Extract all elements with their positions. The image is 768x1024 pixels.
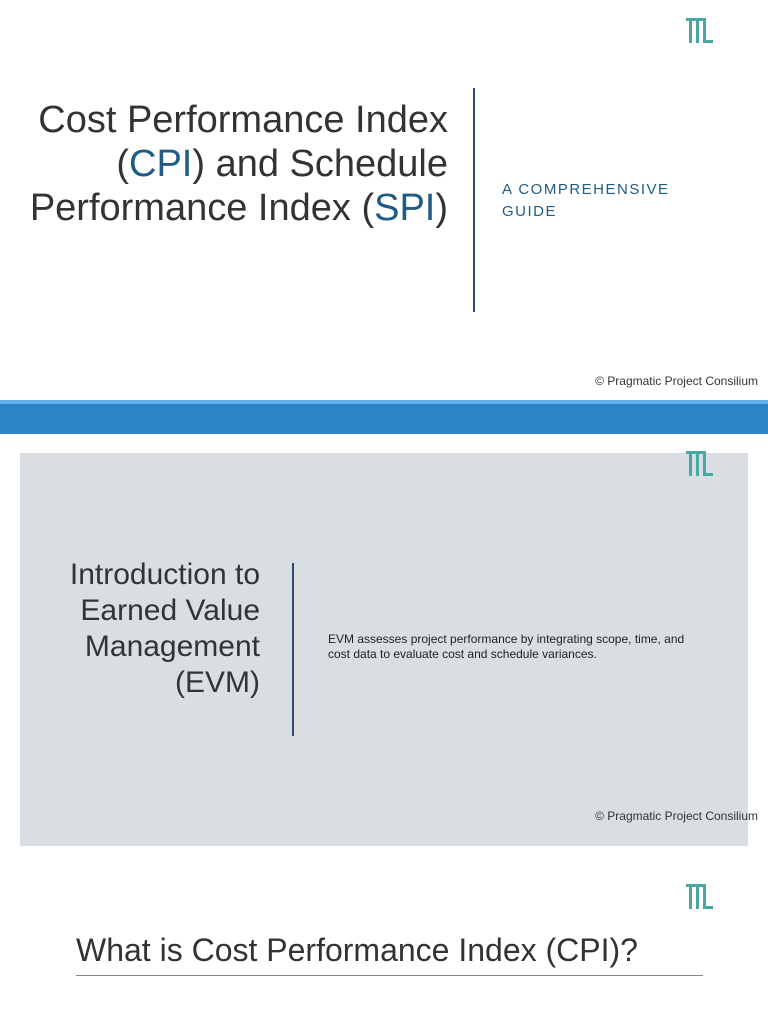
pillars-logo-icon <box>685 16 715 46</box>
title-divider <box>473 88 475 312</box>
copyright-text: © Pragmatic Project Consilium <box>595 809 758 823</box>
title-part: ) and Schedule Performance Index ( <box>29 143 448 229</box>
slide-separator-band <box>0 400 768 434</box>
title-part: ) <box>435 187 448 229</box>
cpi-acronym: CPI <box>129 143 193 185</box>
pillars-logo-icon <box>685 882 715 912</box>
title-part: Cost Performance Index ( <box>38 99 448 185</box>
heading-underline <box>76 975 703 976</box>
cpi-slide <box>0 860 768 1024</box>
title-slide <box>0 0 768 400</box>
pillars-logo-icon <box>685 449 715 479</box>
slide-body-text: EVM assesses project performance by integrating scope, time, and cost data to evaluate cost and schedule variances. <box>328 632 685 661</box>
slide-title <box>28 98 448 230</box>
copyright-text: © Pragmatic Project Consilium <box>595 374 758 388</box>
intro-slide <box>20 453 758 846</box>
slide-heading: What is Cost Performance Index (CPI)? <box>76 932 638 968</box>
slide-title: Introduction to Earned Value Management (EVM) <box>69 558 260 699</box>
spi-acronym: SPI <box>374 187 436 229</box>
title-divider <box>292 563 294 736</box>
slide-subtitle: A COMPREHENSIVE GUIDE <box>502 181 670 220</box>
